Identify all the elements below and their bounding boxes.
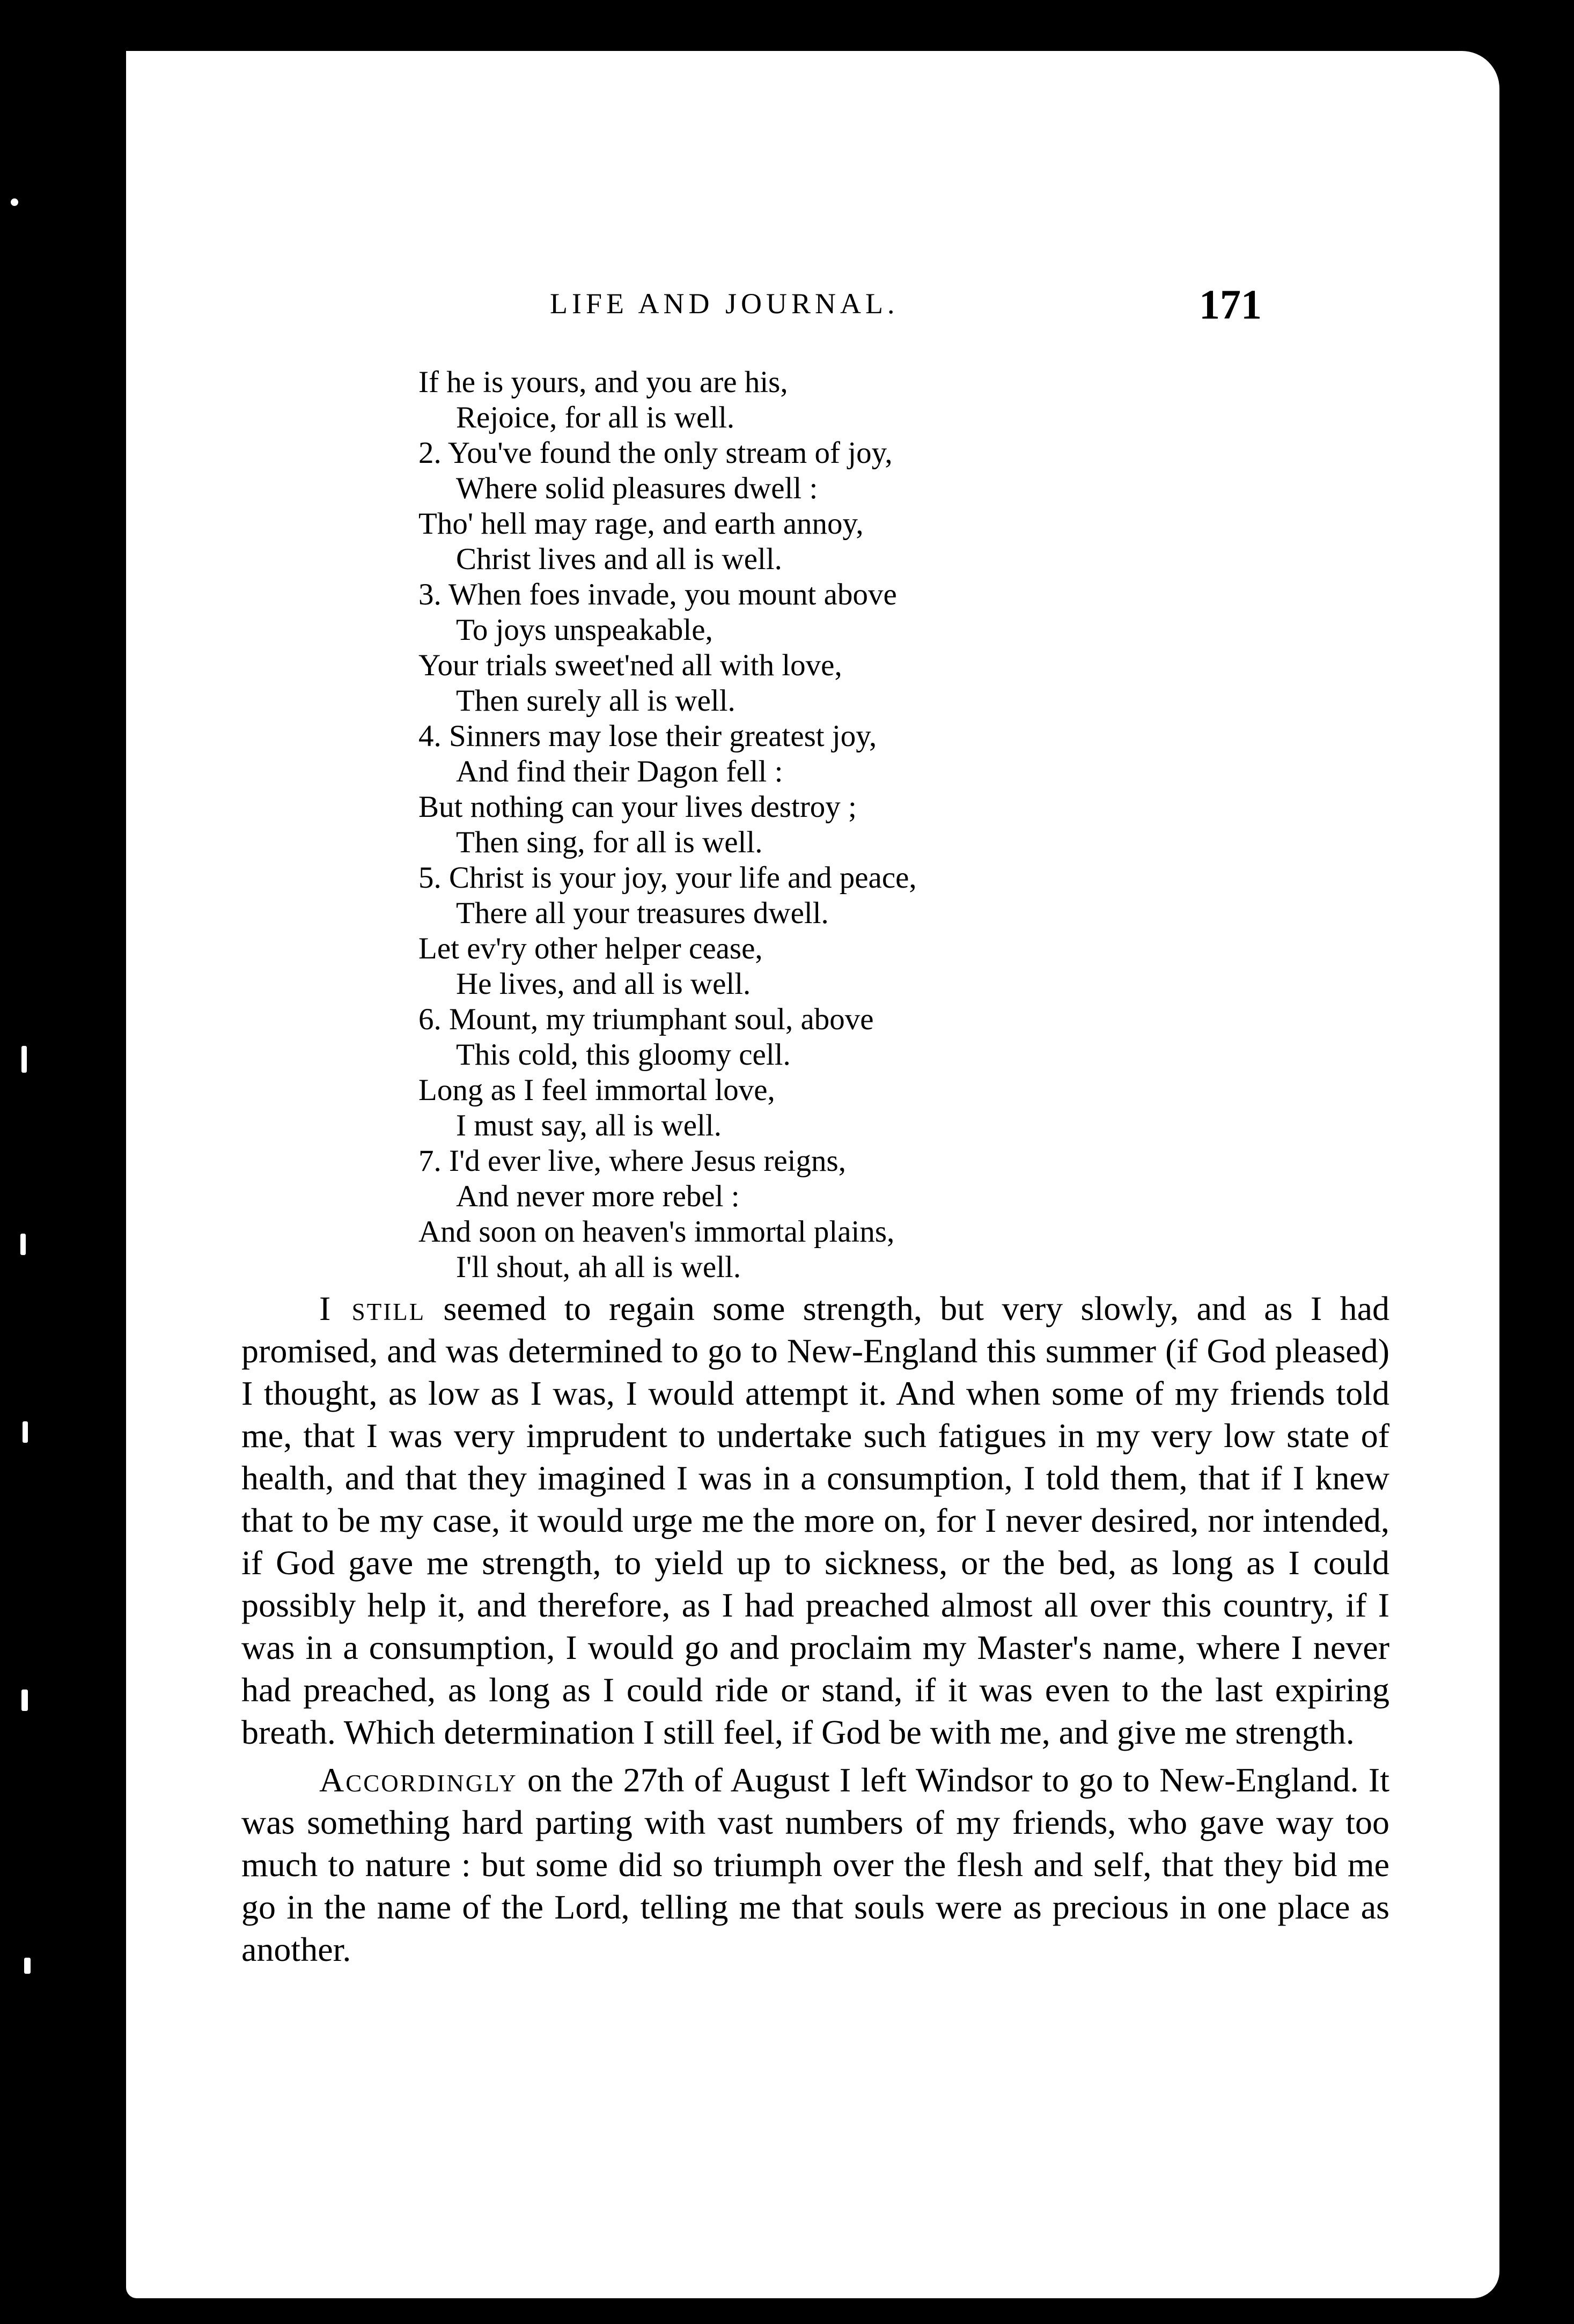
body-text [241, 1287, 1389, 1976]
hymn-line: Christ lives and all is well. [456, 542, 782, 576]
hymn-line: To joys unspeakable, [456, 613, 713, 647]
scan-speck [23, 1421, 28, 1443]
hymn-line: Your trials sweet'ned all with love, [418, 648, 842, 682]
hymn-line: But nothing can your lives destroy ; [418, 790, 857, 824]
scan-speck [21, 1689, 28, 1711]
hymn-line: I'll shout, ah all is well. [456, 1250, 741, 1284]
hymn-line: 3. When foes invade, you mount above [418, 578, 897, 611]
hymn-line: I must say, all is well. [456, 1109, 722, 1142]
hymn-line: And soon on heaven's immortal plains, [418, 1215, 895, 1249]
hymn-line: And find their Dagon fell : [456, 755, 783, 788]
scan-speck [21, 1046, 27, 1073]
hymn-line: There all your treasures dwell. [456, 896, 829, 930]
hymn-line: He lives, and all is well. [456, 967, 751, 1001]
hymn-line: And never more rebel : [456, 1179, 740, 1213]
hymn-line: 7. I'd ever live, where Jesus reigns, [418, 1144, 846, 1178]
hymn-line: 4. Sinners may lose their greatest joy, [418, 719, 877, 753]
paragraph-lead: I still [319, 1289, 426, 1327]
paragraph-text: on the 27th of August I left Windsor to go to New-England. It was something hard parting with vast numbers of my friends, who gave way too much to nature : but some did so triumph over the flesh and self, that they bid me go in the name of the Lord, telling me that souls were as precious in one place as another. [241, 1761, 1389, 1968]
hymn-line: This cold, this gloomy cell. [456, 1038, 791, 1072]
paragraph [241, 1287, 1389, 1753]
paragraph-lead: Accordingly [319, 1761, 518, 1799]
scan-speck [24, 1958, 31, 1974]
paragraph [241, 1759, 1389, 1971]
hymn-line: If he is yours, and you are his, [418, 365, 788, 399]
running-title: LIFE AND JOURNAL. [550, 287, 899, 320]
scan-speck [11, 198, 18, 206]
paragraph-text: seemed to regain some strength, but very slowly, and as I had promised, and was determined to go to New-England this summer (if God pleased) I thought, as low as I was, I would attempt it. And when some of my friends told me, that I was very imprudent to undertake such fatigues in my very low state of health, and that they imagined I was in a consumption, I told them, that if I knew that to be my case, it would urge me the more on, for I never desired, nor intended, if God gave me strength, to yield up to sickness, or the bed, as long as I could possibly help it, and therefore, as I had preached almost all over this country, if I was in a consumption, I would go and proclaim my Master's name, where I never had preached, as long as I could ride or stand, if it was even to the last expiring breath. Which determination I still feel, if God be with me, and give me strength. [241, 1289, 1390, 1751]
book-page [126, 51, 1499, 2298]
hymn-line: 5. Christ is your joy, your life and peace, [418, 861, 917, 895]
hymn-line: Where solid pleasures dwell : [456, 471, 818, 505]
hymn-line: 6. Mount, my triumphant soul, above [418, 1002, 874, 1036]
hymn-line: 2. You've found the only stream of joy, [418, 436, 893, 470]
page-header [126, 281, 1499, 335]
hymn-line: Let ev'ry other helper cease, [418, 932, 763, 965]
hymn-line: Then surely all is well. [456, 684, 735, 718]
hymn-line: Rejoice, for all is well. [456, 401, 735, 434]
hymn-line: Tho' hell may rage, and earth annoy, [418, 507, 864, 541]
hymn-verses [418, 365, 917, 1285]
hymn-line: Then sing, for all is well. [456, 825, 763, 859]
page-number: 171 [1199, 281, 1262, 328]
hymn-line: Long as I feel immortal love, [418, 1073, 775, 1107]
scan-speck [20, 1234, 26, 1255]
